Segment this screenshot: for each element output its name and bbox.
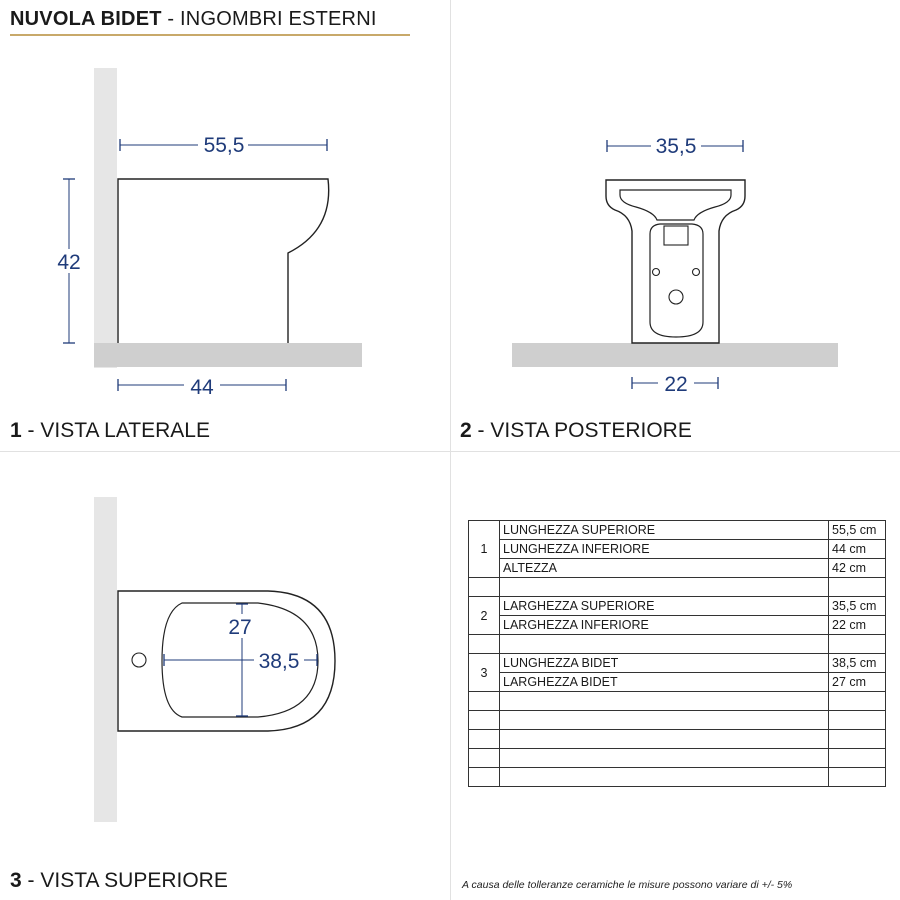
table-row-empty	[469, 749, 886, 768]
table-row-empty	[469, 635, 886, 654]
dimension-value: 38,5 cm	[829, 654, 886, 673]
top-view-label: - VISTA SUPERIORE	[21, 869, 228, 892]
rear-bidet-back-cavity	[650, 224, 703, 337]
side-view-caption	[10, 419, 210, 443]
dimension-label: LUNGHEZZA BIDET	[500, 654, 829, 673]
table-row-empty	[469, 768, 886, 787]
dimension-value: 44 cm	[829, 540, 886, 559]
dimension-label: LARGHEZZA BIDET	[500, 673, 829, 692]
rear-fixing-hole-left	[653, 269, 660, 276]
dimension-label: LUNGHEZZA SUPERIORE	[500, 521, 829, 540]
rear-tap-hole-cover	[664, 226, 688, 245]
table-row	[469, 540, 886, 559]
dimensions-table	[468, 520, 886, 787]
side-top-length-label: 55,5	[203, 134, 245, 157]
rear-view-drawing	[512, 133, 838, 396]
dimension-label: ALTEZZA	[500, 559, 829, 578]
dimension-label: LARGHEZZA INFERIORE	[500, 616, 829, 635]
rear-view-label: - VISTA POSTERIORE	[471, 419, 692, 442]
rear-bidet-rim-inner	[620, 190, 731, 220]
rear-drain-hole	[669, 290, 683, 304]
table-row-empty	[469, 692, 886, 711]
title-subtitle: - INGOMBRI ESTERNI	[161, 8, 377, 30]
table-row-empty	[469, 730, 886, 749]
group-number: 3	[469, 654, 500, 692]
rear-view-caption	[460, 419, 692, 443]
rear-top-width-label: 35,5	[655, 135, 697, 158]
dimension-value: 27 cm	[829, 673, 886, 692]
table-row	[469, 673, 886, 692]
side-height-label: 42	[57, 251, 81, 274]
dimension-value: 22 cm	[829, 616, 886, 635]
side-view-label: - VISTA LATERALE	[21, 419, 210, 442]
top-width-label: 27	[228, 616, 252, 639]
rear-bidet-outline	[606, 180, 745, 343]
top-view-drawing	[94, 497, 335, 822]
table-row	[469, 521, 886, 540]
tolerance-note: A causa delle tolleranze ceramiche le misure possono variare di +/- 5%	[462, 879, 793, 891]
rear-floor	[512, 343, 838, 367]
table-row-empty	[469, 578, 886, 597]
table-row	[469, 597, 886, 616]
table-row-empty	[469, 711, 886, 730]
rear-fixing-hole-right	[693, 269, 700, 276]
dimension-value: 55,5 cm	[829, 521, 886, 540]
dimension-label: LARGHEZZA SUPERIORE	[500, 597, 829, 616]
product-name: NUVOLA BIDET	[10, 8, 162, 30]
dimension-value: 42 cm	[829, 559, 886, 578]
side-view-drawing	[54, 68, 362, 399]
rear-view-number: 2	[460, 419, 472, 442]
table-row	[469, 559, 886, 578]
top-view-number: 3	[10, 869, 22, 892]
table-row	[469, 654, 886, 673]
side-floor	[94, 343, 362, 367]
table-row	[469, 616, 886, 635]
top-wall	[94, 497, 117, 822]
dimension-label: LUNGHEZZA INFERIORE	[500, 540, 829, 559]
group-number: 1	[469, 521, 500, 578]
top-view-caption	[10, 869, 228, 893]
side-view-number: 1	[10, 419, 22, 442]
side-bottom-length-label: 44	[190, 376, 214, 399]
group-number: 2	[469, 597, 500, 635]
top-tap-hole	[132, 653, 146, 667]
dimension-value: 35,5 cm	[829, 597, 886, 616]
rear-bottom-width-label: 22	[664, 373, 688, 396]
side-bidet-outline	[118, 179, 329, 343]
top-length-label: 38,5	[258, 650, 300, 673]
side-wall	[94, 68, 117, 368]
